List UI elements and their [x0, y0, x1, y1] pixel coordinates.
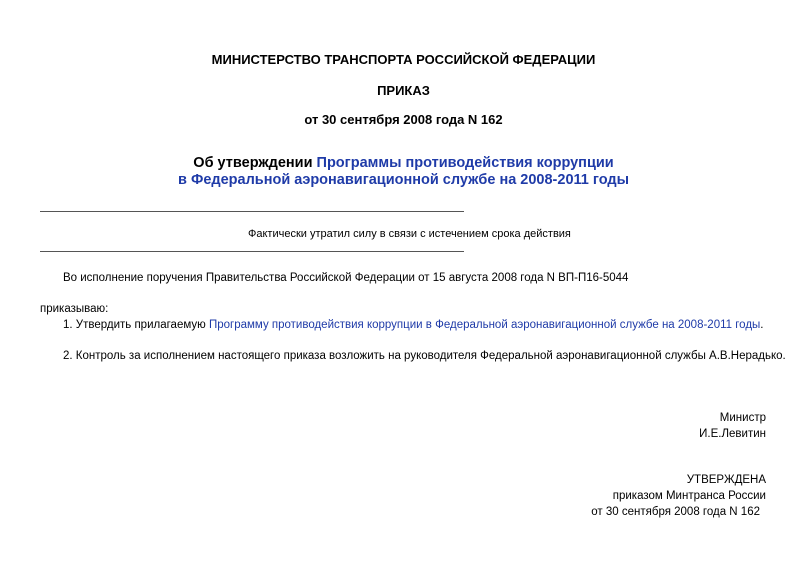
status-note: Фактически утратил силу в связи с истечением срока действия — [248, 228, 571, 240]
order-item-1 — [63, 319, 764, 331]
divider-bottom — [40, 251, 464, 252]
doc-type-heading: ПРИКАЗ — [377, 83, 430, 98]
signature-position: Министр — [719, 412, 766, 424]
approval-line-3: от 30 сентября 2008 года N 162 — [591, 506, 760, 518]
item1-suffix: . — [760, 319, 764, 331]
signature-name: И.Е.Левитин — [699, 428, 766, 440]
ministry-heading: МИНИСТЕРСТВО ТРАНСПОРТА РОССИЙСКОЙ ФЕДЕРАЦИИ — [211, 52, 596, 67]
approval-line-2: приказом Минтранса России — [612, 490, 766, 502]
order-word: приказываю: — [40, 303, 109, 315]
document-title-line1 — [0, 155, 807, 172]
item1-prefix: 1. Утвердить прилагаемую — [63, 319, 209, 331]
program-title-link-continued[interactable]: в Федеральной аэронавигационной службе на 2008-2011 годы — [178, 172, 629, 188]
program-title-link[interactable]: Программы противодействия коррупции — [316, 155, 614, 171]
approval-line-1: УТВЕРЖДЕНА — [686, 474, 766, 486]
program-link[interactable]: Программу противодействия коррупции в Федеральной аэронавигационной службе на 2008-2011 годы — [208, 319, 761, 331]
doc-date-number: от 30 сентября 2008 года N 162 — [304, 112, 503, 127]
intro-paragraph: Во исполнение поручения Правительства Российской Федерации от 15 августа 2008 года N ВП-П16-5044 — [63, 272, 629, 284]
title-prefix: Об утверждении — [193, 155, 317, 171]
divider-top — [40, 211, 464, 212]
document-title-line2 — [0, 172, 807, 189]
order-item-2: 2. Контроль за исполнением настоящего приказа возложить на руководителя Федеральной аэронавигационной службы А.В.Нерадько. — [63, 350, 786, 362]
